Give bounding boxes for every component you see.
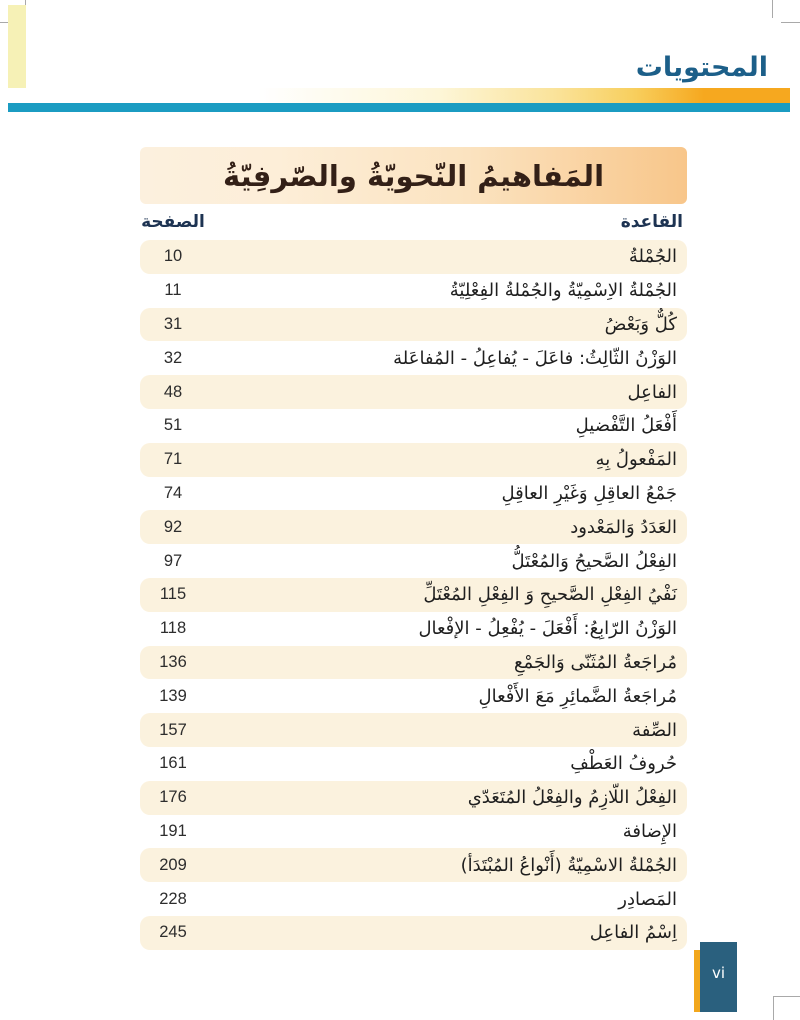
rule-text: جَمْعُ العاقِلِ وَغَيْرِ العاقِلِ — [501, 482, 677, 504]
page-number: 32 — [163, 348, 183, 367]
page-number: 139 — [159, 686, 187, 705]
table-row — [140, 409, 687, 443]
toc-title: المَفاهيمُ النّحويّةُ والصّرفِيّةُ — [222, 158, 605, 193]
rule-text: المَصادِر — [618, 888, 677, 910]
table-row — [140, 882, 687, 916]
page-number: 118 — [159, 619, 187, 638]
table-row — [140, 477, 687, 511]
table-row — [140, 612, 687, 646]
rule-text: حُروفُ العَطْفِ — [570, 753, 677, 775]
rule-text: كُلٌّ وَبَعْضُ — [604, 313, 677, 335]
rule-text: الوَزْنُ الثّالِثُ: فاعَلَ - يُفاعِلُ - المُفاعَلة — [393, 347, 677, 369]
page-number: 10 — [163, 247, 183, 266]
toc-title-banner — [140, 147, 687, 204]
toc-section — [140, 147, 687, 950]
rule-text: الصِّفة — [632, 719, 677, 741]
rule-text: العَدَدُ وَالمَعْدود — [570, 516, 677, 538]
page-column-header: الصفحة — [141, 212, 205, 232]
table-row — [140, 747, 687, 781]
crop-mark-top-right-horizontal — [781, 22, 800, 23]
table-row — [140, 713, 687, 747]
page-number: 51 — [163, 416, 183, 435]
page-number: 176 — [159, 788, 187, 807]
header-gradient-rule — [8, 88, 790, 103]
rule-text: الفاعِل — [627, 381, 677, 403]
page-number: 228 — [159, 889, 187, 908]
table-row — [140, 510, 687, 544]
page-number: 191 — [159, 821, 187, 840]
page-number: 115 — [159, 585, 187, 604]
toc-column-headers — [140, 206, 687, 238]
table-row — [140, 375, 687, 409]
rule-text: الفِعْلُ اللّازِمُ والفِعْلُ المُتَعَدّي — [467, 787, 677, 809]
rule-text: الإِضافة — [622, 820, 677, 842]
table-row — [140, 578, 687, 612]
table-row — [140, 341, 687, 375]
toc-rows — [140, 240, 687, 950]
crop-mark-top-right-vertical — [772, 0, 773, 18]
rule-text: الجُمْلةُ الاسْمِيّةُ (أَنْواعُ المُبْتَدَأ) — [460, 854, 677, 876]
table-row — [140, 646, 687, 680]
page-number: 92 — [163, 517, 183, 536]
table-row — [140, 274, 687, 308]
page-number: 157 — [159, 720, 187, 739]
folio-page-number: vi — [711, 964, 726, 982]
crop-mark-bottom-right-vertical — [773, 996, 774, 1020]
table-row — [140, 308, 687, 342]
table-row — [140, 916, 687, 950]
table-row — [140, 544, 687, 578]
table-row — [140, 679, 687, 713]
rule-text: مُراجَعةُ الضَّمائِرِ مَعَ الأَفْعالِ — [478, 685, 677, 707]
header-teal-rule — [8, 103, 790, 112]
rule-column-header: القاعدة — [620, 212, 683, 232]
page-number: 97 — [163, 551, 183, 570]
table-row — [140, 240, 687, 274]
table-row — [140, 815, 687, 849]
table-row — [140, 781, 687, 815]
rule-text: أَفْعَلُ التَّفْضيلِ — [575, 415, 677, 437]
rule-text: الفِعْلُ الصَّحيحُ وَالمُعْتَلُّ — [511, 550, 677, 572]
page-number: 48 — [163, 382, 183, 401]
table-row — [140, 848, 687, 882]
rule-text: الوَزْنُ الرّابِعُ: أَفْعَلَ - يُفْعِلُ - الإفْعال — [418, 618, 677, 640]
rule-text: نَفْيُ الفِعْلِ الصَّحيحِ وَ الفِعْلِ المُعْتَلِّ — [423, 584, 677, 606]
page-number: 136 — [159, 652, 187, 671]
rule-text: المَفْعولُ بِهِ — [595, 449, 677, 471]
page-number: 71 — [163, 450, 183, 469]
contents-heading: المحتويات — [635, 52, 768, 83]
page-number: 245 — [159, 923, 187, 942]
page-number: 209 — [159, 855, 187, 874]
folio-box — [700, 942, 737, 1012]
page-number: 74 — [163, 483, 183, 502]
table-row — [140, 443, 687, 477]
page-number: 161 — [159, 754, 187, 773]
rule-text: مُراجَعةُ المُثَنّى وَالجَمْعِ — [513, 651, 677, 673]
rule-text: اِسْمُ الفاعِل — [589, 922, 677, 944]
crop-mark-bottom-right-horizontal — [773, 996, 800, 997]
page-number: 11 — [164, 281, 182, 300]
rule-text: الجُمْلةُ الاِسْمِيّةُ والجُمْلةُ الفِعْلِيّةُ — [449, 280, 677, 302]
page-number: 31 — [163, 314, 183, 333]
rule-text: الجُمْلةُ — [628, 246, 677, 268]
